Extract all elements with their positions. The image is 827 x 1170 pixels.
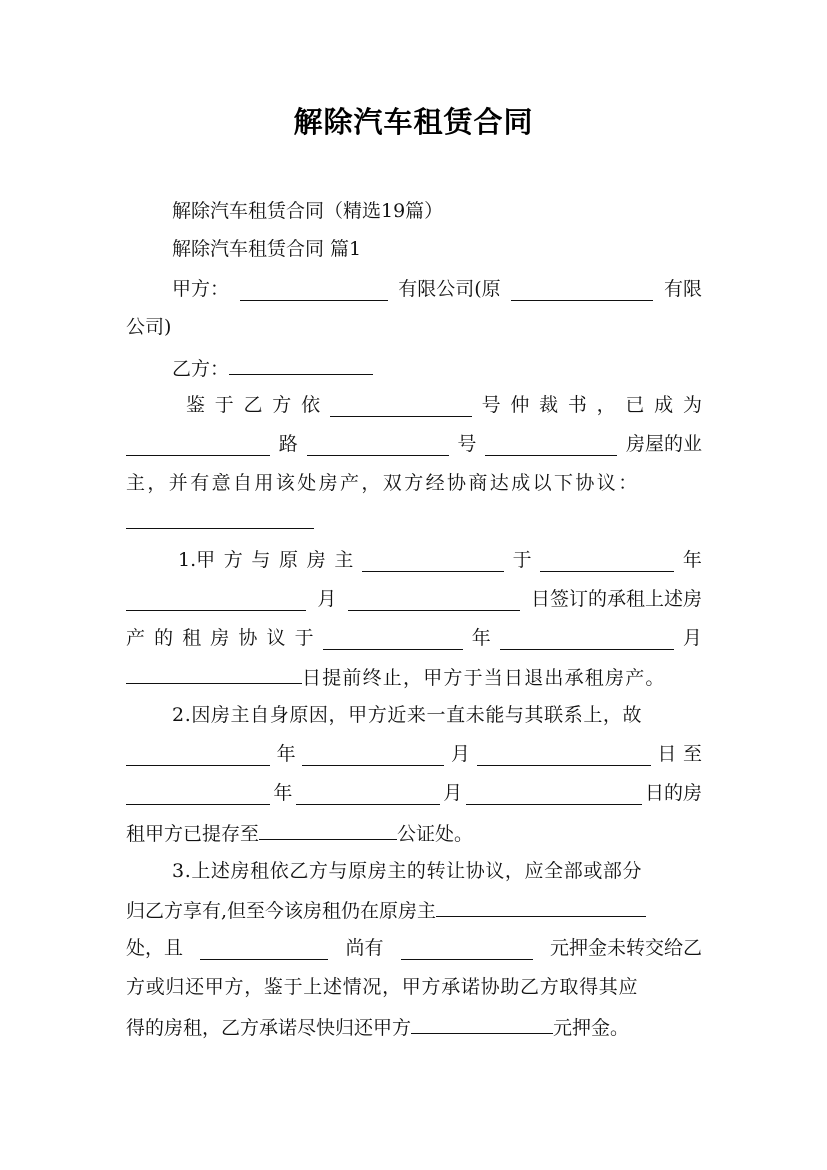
party-a-company-suffix: 有限公司(原	[398, 278, 501, 300]
intro-number-label: 号	[457, 433, 477, 455]
intro-word: 号	[481, 394, 501, 416]
clause-1-text: 主	[334, 549, 354, 571]
clause-1-text: 于	[294, 627, 314, 649]
clause-3-text: 得的房租，乙方承诺尽快归还甲方	[126, 1017, 412, 1039]
withhold-end-year-blank	[126, 785, 270, 805]
intro-word: 方	[272, 394, 292, 416]
party-a-name-blank	[240, 281, 388, 301]
clause-3-line-2	[126, 897, 646, 921]
clause-1-text: 租	[182, 627, 202, 649]
clause-1-text: 房	[306, 549, 326, 571]
clause-1-text: 与	[251, 549, 271, 571]
document-title: 解除汽车租赁合同	[293, 105, 534, 139]
clause-1-text: 月	[682, 627, 702, 649]
clause-2-text: 日的房	[644, 782, 702, 804]
clause-2-line-4	[126, 820, 473, 844]
intro-word: 仲	[510, 394, 530, 416]
termination-day-blank	[126, 664, 302, 684]
clause-1-text: 日签订的承租上述房	[530, 588, 702, 610]
termination-year-blank	[323, 630, 463, 650]
rent-location-blank	[200, 940, 328, 960]
intro-house-owner: 房屋的业	[625, 433, 702, 455]
intro-word: ，	[596, 394, 616, 416]
intro-line-4	[126, 509, 314, 533]
party-b-name-blank	[229, 355, 373, 375]
clause-3-text: 元押金未转交给乙	[549, 937, 702, 959]
party-a-label: 甲方：	[172, 278, 230, 300]
clause-2-text: 日	[657, 743, 677, 765]
clause-3-line-3	[126, 936, 702, 960]
original-owner-blank	[362, 552, 504, 572]
clause-2-text: 年	[273, 782, 293, 804]
withhold-start-month-blank	[302, 746, 444, 766]
intro-word: 依	[301, 394, 321, 416]
clause-1-line-4	[126, 664, 666, 688]
address-road-blank	[307, 436, 449, 456]
sign-day-blank	[348, 591, 520, 611]
deposit-amount-blank	[401, 940, 533, 960]
party-b-label: 乙方：	[172, 358, 230, 380]
return-deposit-blank	[411, 1014, 553, 1034]
withhold-start-day-blank	[477, 746, 651, 766]
intro-word: 为	[682, 394, 702, 416]
section-heading: 解除汽车租赁合同 篇1	[172, 238, 362, 260]
clause-2-line-3	[126, 781, 702, 805]
clause-2-text: 年	[276, 743, 296, 765]
withhold-end-day-blank	[466, 785, 642, 805]
clause-3-line-5	[126, 1014, 629, 1038]
clause-1-text: 日提前终止，甲方于当日退出承租房产。	[302, 667, 666, 689]
clause-1-text: 1.甲	[178, 549, 216, 571]
agreement-blank	[126, 509, 314, 529]
party-a-company-suffix-end: 有限	[663, 278, 702, 300]
withhold-end-month-blank	[296, 785, 440, 805]
clause-1-text: 年	[682, 549, 702, 571]
original-owner-name-blank	[436, 897, 646, 917]
clause-2-text: 至	[682, 743, 702, 765]
clause-1-text: 月	[317, 588, 337, 610]
clause-1-text: 产	[126, 627, 146, 649]
withhold-start-year-blank	[126, 746, 270, 766]
clause-2-text: 月	[443, 782, 463, 804]
clause-1-text: 房	[210, 627, 230, 649]
clause-1-text: 协	[238, 627, 258, 649]
address-number-blank	[485, 436, 617, 456]
intro-word: 于	[214, 394, 234, 416]
clause-1-text: 方	[223, 549, 243, 571]
clause-3-line-4: 方或归还甲方，鉴于上述情况，甲方承诺协助乙方取得其应	[126, 976, 639, 998]
clause-3-text: 处，且	[126, 937, 184, 959]
clause-1-text: 原	[279, 549, 299, 571]
intro-word: 书	[567, 394, 587, 416]
clause-2-text: 月	[450, 743, 470, 765]
intro-road-label: 路	[278, 433, 298, 455]
clause-1-text: 议	[266, 627, 286, 649]
clause-1-text: 的	[154, 627, 174, 649]
clause-1-line-1	[178, 548, 702, 572]
intro-line-3: 主，并有意自用该处房产，双方经协商达成以下协议：	[126, 472, 640, 494]
intro-word: 成	[654, 394, 674, 416]
intro-word: 乙	[243, 394, 263, 416]
clause-3-text: 尚有	[345, 937, 384, 959]
arbitration-number-blank	[330, 397, 472, 417]
clause-2-text: 公证处。	[397, 823, 474, 845]
notary-office-blank	[259, 820, 397, 840]
sign-year-blank	[540, 552, 674, 572]
termination-month-blank	[500, 630, 674, 650]
clause-2-line-1: 2.因房主自身原因，甲方近来一直未能与其联系上，故	[172, 704, 643, 726]
clause-1-line-3	[126, 626, 702, 650]
party-a-former-name-blank	[511, 281, 653, 301]
clause-3-line-1: 3.上述房租依乙方与原房主的转让协议，应全部或部分	[172, 860, 643, 882]
clause-1-text: 年	[471, 627, 491, 649]
party-b-line	[172, 355, 373, 379]
party-a-wrap: 公司)	[126, 316, 172, 338]
party-a-line	[172, 277, 702, 301]
intro-line-1	[186, 393, 702, 417]
intro-word: 裁	[539, 394, 559, 416]
address-city-blank	[126, 436, 270, 456]
clause-1-line-2	[126, 587, 702, 611]
clause-1-text: 于	[512, 549, 532, 571]
intro-word: 鉴	[186, 394, 206, 416]
document-subtitle: 解除汽车租赁合同（精选19篇）	[172, 200, 444, 222]
clause-3-text: 归乙方享有,但至今该房租仍在原房主	[126, 900, 437, 922]
clause-3-text: 元押金。	[553, 1017, 630, 1039]
intro-word: 已	[625, 394, 645, 416]
intro-line-2	[126, 432, 702, 456]
sign-month-blank	[126, 591, 306, 611]
clause-2-line-2	[126, 742, 702, 766]
clause-2-text: 租甲方已提存至	[126, 823, 260, 845]
